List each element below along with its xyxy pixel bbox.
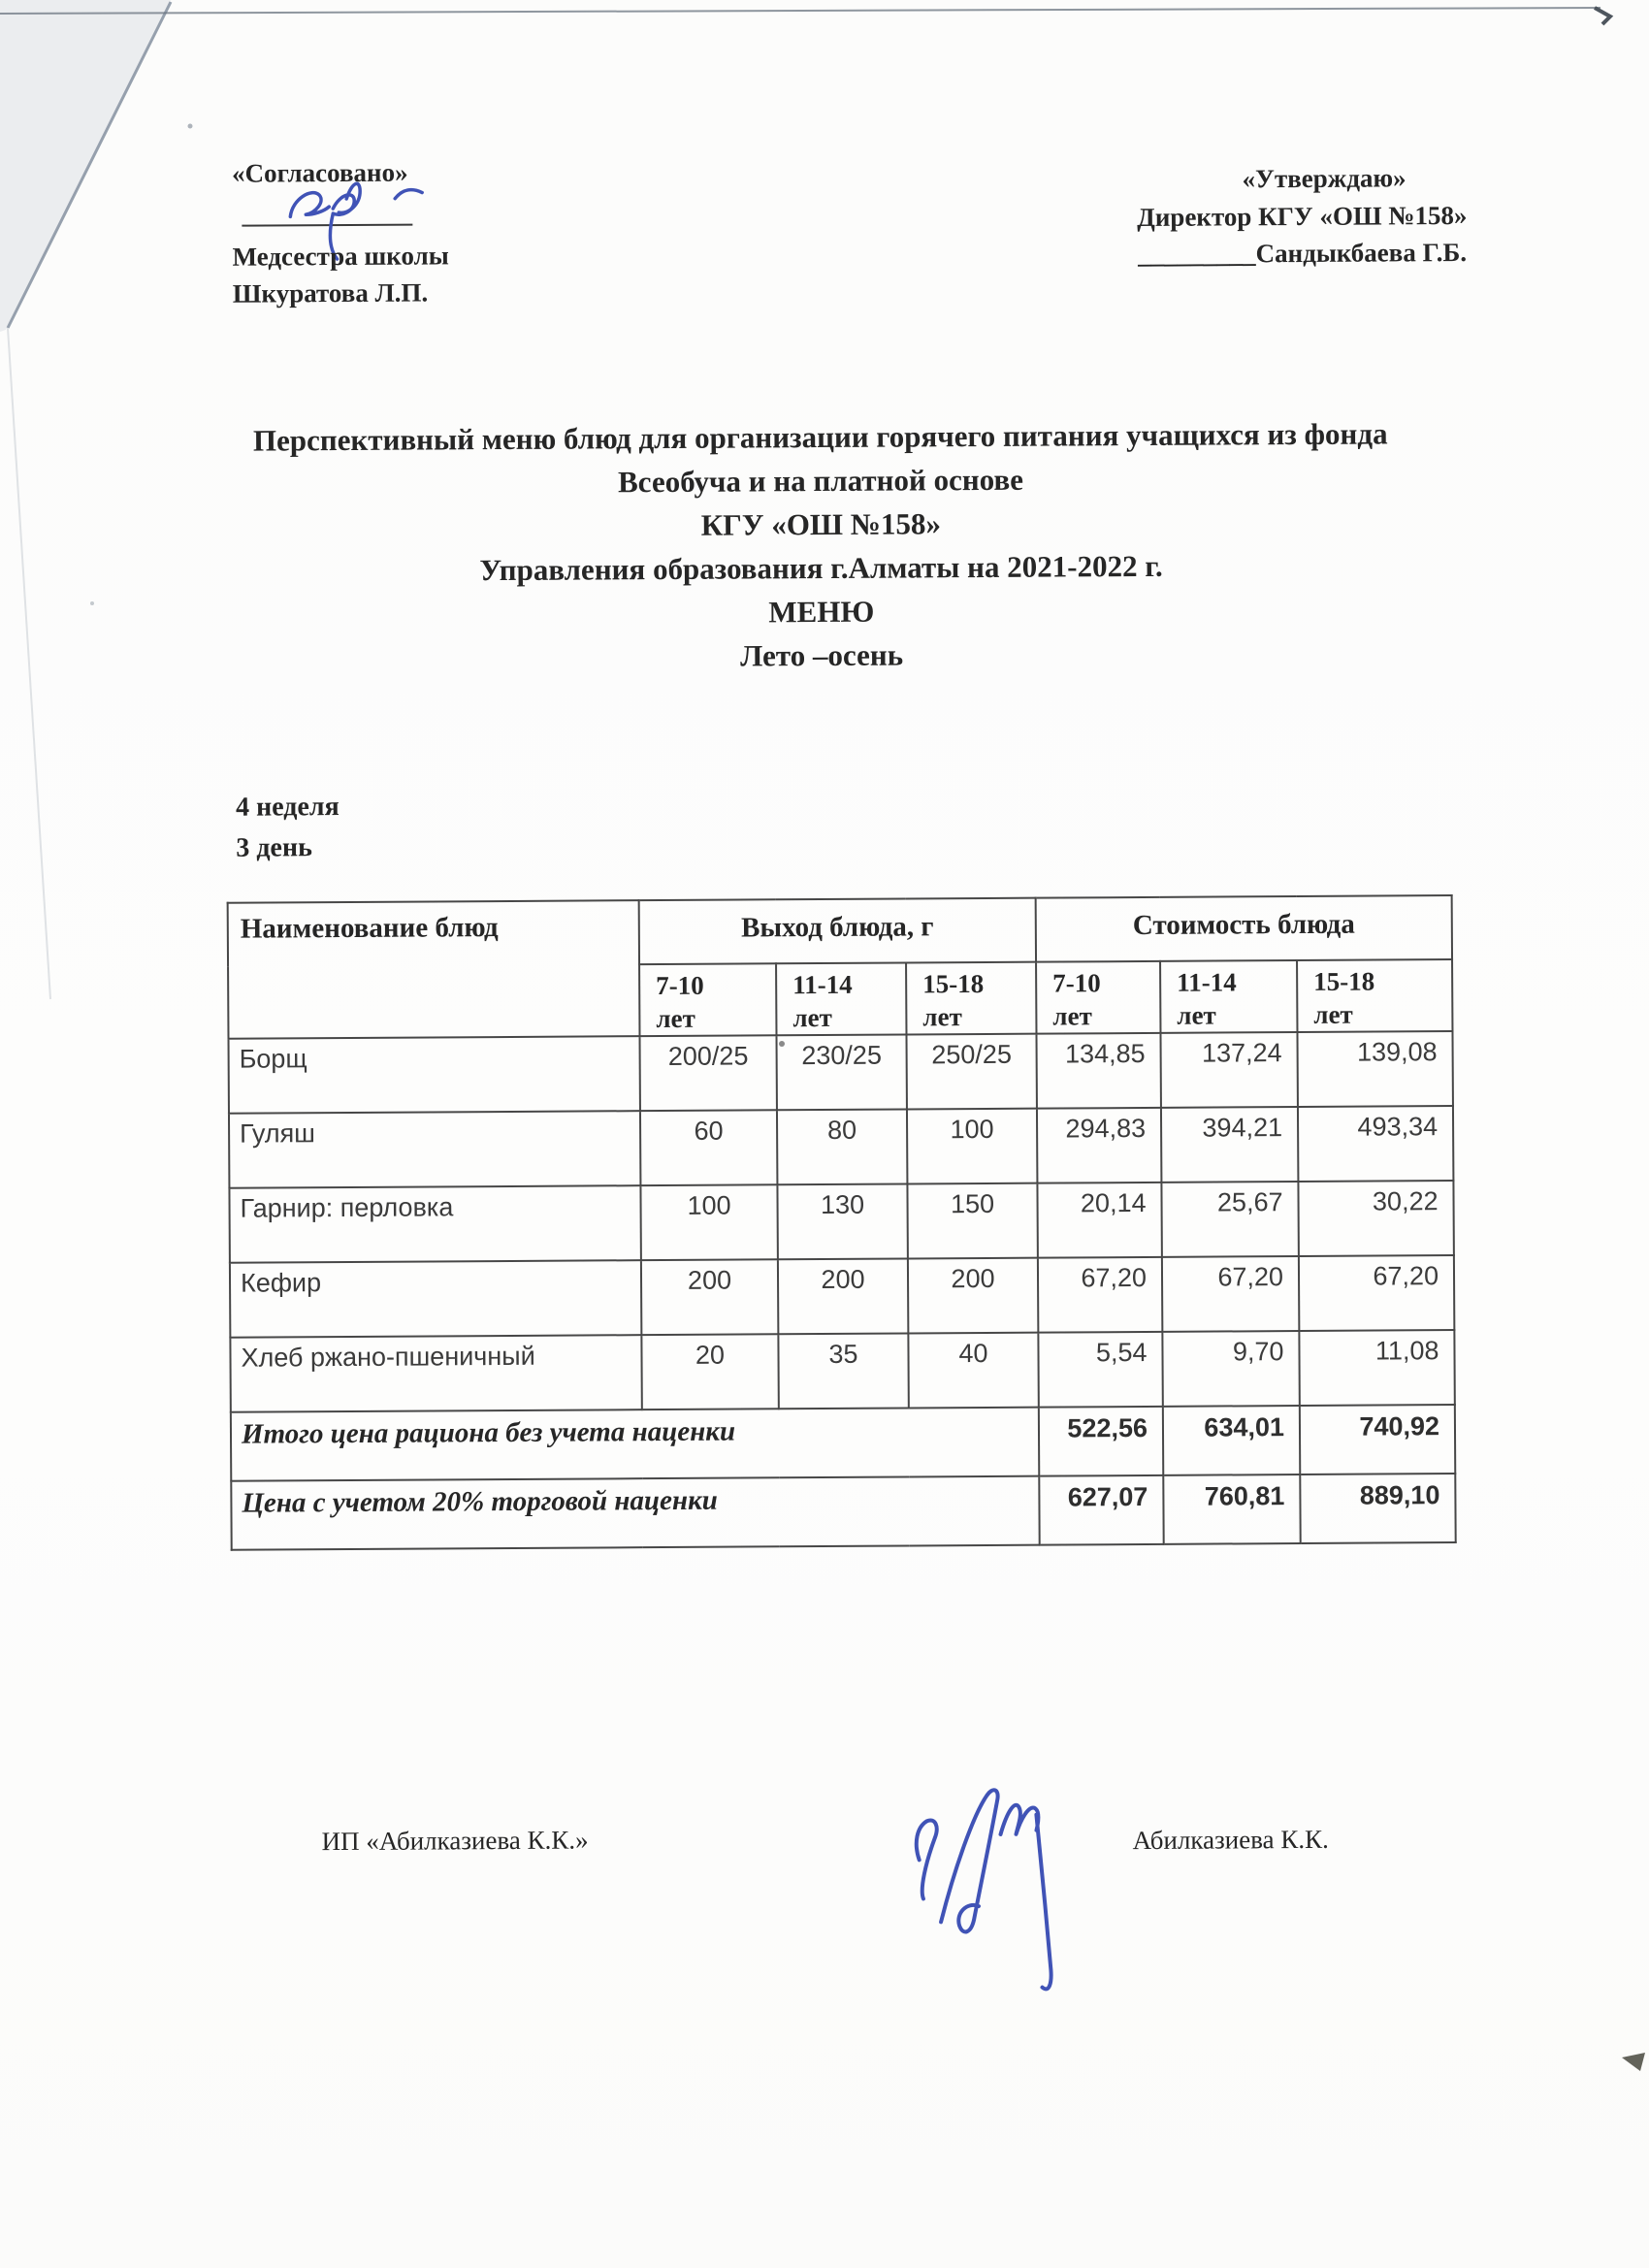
total-row [231,1405,1455,1481]
dish-output-value: 130 [777,1183,907,1259]
age-column-header [776,962,906,1035]
col-header-dish-name: Наименование блюд [228,900,640,1039]
total-value: 889,10 [1300,1474,1455,1543]
total-value: 760,81 [1163,1474,1300,1544]
age-column-header [906,962,1036,1035]
director-name: _________Сандыкбаева Г.Б. [1137,237,1468,270]
company-label: ИП «Абилказиева К.К.» [321,1825,589,1857]
age-range: 7-10 [1052,968,1101,998]
age-range: 15-18 [1313,966,1375,996]
dish-row [229,1181,1453,1263]
dish-output-value: 100 [907,1109,1037,1184]
dish-cost-value: 20,14 [1037,1183,1161,1258]
title-line: Перспективный меню блюд для организации горячего питания учащихся из фонда [252,416,1388,458]
col-header-output-group: Выход блюда, г [639,898,1036,964]
age-column-header [1036,961,1160,1034]
total-value: 740,92 [1300,1405,1455,1474]
approved-label: «Утверждаю» [1242,163,1406,194]
dish-cost-value: 493,34 [1298,1106,1453,1182]
dish-output-value: 250/25 [906,1034,1036,1110]
dish-cost-value: 139,08 [1297,1031,1452,1107]
total-row [231,1474,1455,1550]
dish-cost-value: 394,21 [1161,1107,1298,1183]
period-block [236,787,340,869]
dish-name: Гарнир: перловка [229,1185,640,1263]
age-range: 11-14 [792,969,853,1000]
age-range: 15-18 [922,968,985,999]
dish-row [229,1031,1453,1114]
document-title [103,410,1540,681]
director-role-label: Директор КГУ «ОШ №158» [1137,200,1468,233]
signer-name: Абилказиева К.К. [1132,1824,1329,1856]
age-column-header [639,963,776,1036]
dish-output-value: 200 [908,1258,1038,1334]
total-label: Цена с учетом 20% торговой наценки [231,1476,1039,1550]
dish-output-value: 200 [778,1258,908,1334]
dish-output-value: 200 [641,1259,778,1335]
dish-name: Кефир [230,1260,641,1338]
total-value: 522,56 [1039,1407,1163,1476]
nurse-role-label: Медсестра школы [232,241,449,272]
director-signature [911,1773,1136,2017]
dish-output-value: 100 [640,1184,777,1260]
age-unit: лет [792,1002,832,1033]
col-header-cost-group: Стоимость блюда [1036,895,1452,962]
total-value: 634,01 [1163,1406,1300,1475]
dish-cost-value: 67,20 [1038,1257,1162,1333]
dish-cost-value: 67,20 [1162,1256,1299,1332]
age-unit: лет [922,1002,962,1032]
age-unit: лет [656,1003,695,1034]
age-column-header [1160,960,1297,1033]
dish-cost-value: 137,24 [1160,1032,1297,1108]
dish-cost-value: 30,22 [1298,1181,1453,1256]
title-line: МЕНЮ [768,594,875,630]
dish-output-value: 60 [640,1110,777,1185]
day-label: 3 день [236,832,312,863]
age-range: 7-10 [656,970,704,1001]
week-label: 4 неделя [235,792,340,823]
age-unit: лет [1177,1000,1216,1030]
dish-name: Гуляш [229,1111,640,1188]
dish-name: Хлеб ржано-пшеничный [230,1335,641,1412]
approval-block-left [231,156,639,308]
menu-table [227,894,1457,1551]
dish-output-value: 80 [777,1109,907,1184]
dish-output-value: 230/25 [776,1034,906,1110]
dish-row [230,1330,1454,1412]
age-unit: лет [1052,1001,1092,1031]
dish-name: Борщ [229,1036,640,1114]
dish-output-value: 150 [907,1183,1037,1259]
title-line: Управления образования г.Алматы на 2021-2022 г. [479,548,1163,588]
dish-cost-value: 9,70 [1162,1331,1299,1407]
approval-block-right [1108,163,1497,270]
dish-output-value: 20 [641,1334,778,1409]
title-line: Лето –осень [740,637,904,673]
dish-output-value: 200/25 [639,1035,776,1111]
menu-table-body [229,1031,1456,1550]
dish-cost-value: 11,08 [1299,1330,1454,1406]
dish-cost-value: 67,20 [1299,1255,1454,1331]
dish-cost-value: 294,83 [1037,1108,1161,1183]
dish-cost-value: 134,85 [1036,1033,1160,1109]
nurse-name: Шкуратова Л.П. [232,277,429,308]
dish-output-value: 40 [908,1333,1038,1409]
dish-row [230,1255,1454,1338]
group-header-row [228,895,1452,967]
title-line: КГУ «ОШ №158» [700,506,942,542]
age-unit: лет [1313,999,1353,1029]
age-column-header [1297,959,1452,1032]
agreed-label: «Согласовано» [231,157,408,188]
dish-cost-value: 5,54 [1038,1332,1162,1408]
total-value: 627,07 [1039,1475,1163,1545]
total-label: Итого цена рациона без учета наценки [231,1408,1039,1481]
title-line: Всеобуча и на платной основе [617,462,1024,500]
age-range: 11-14 [1177,967,1237,997]
dish-row [229,1106,1453,1188]
dish-cost-value: 25,67 [1161,1182,1298,1257]
dish-output-value: 35 [778,1333,908,1409]
